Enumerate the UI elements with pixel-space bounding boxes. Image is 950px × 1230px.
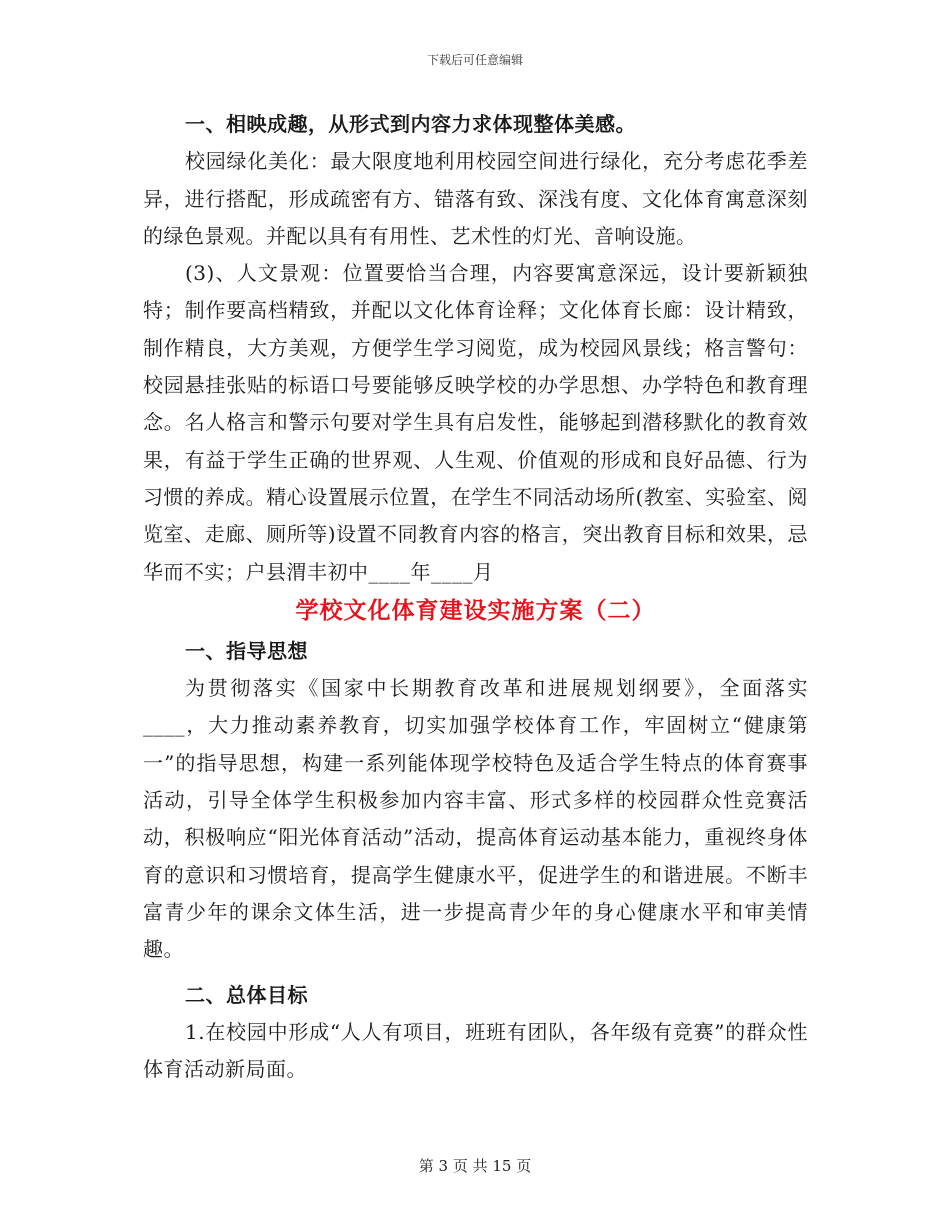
paragraph: 1.在校园中形成“人人有项目，班班有团队，各年级有竞赛”的群众性体育活动新局面。	[143, 1019, 808, 1082]
paragraph: (3)、人文景观：位置要恰当合理，内容要寓意深远，设计要新颖独特；制作要高档精致，并配以文化体育诠释；文化体育长廊：设计精致，制作精良，大方美观，方便学生学习阅览，成为校园风景线；格言警句：校园悬挂张贴的标语口号要能够反映学校的办学思想、办学特色和教育理念。名人格言和警示句要对学生具有启发性，能够起到潜移默化的教育效果，有益于学生正确的世界观、人生观、价值观的形成和良好品德、行为习惯的养成。精心设置展示位置，在学生不同活动场所(教室、实验室、阅览室、走廊、厕所等)设置不同教育内容的格言，突出教育目标和效果，忌华而不实；户县渭丰初中____年____月	[143, 261, 808, 584]
page-footer: 第 3 页 共 15 页	[418, 1157, 532, 1175]
page-header: 下载后可任意编辑	[426, 53, 523, 67]
section-heading: 一、相映成趣，从形式到内容力求体现整体美感。	[185, 112, 636, 136]
paragraph: 为贯彻落实《国家中长期教育改革和进展规划纲要》，全面落实____，大力推动素养教育，切实加强学校体育工作，牢固树立“健康第一”的指导思想，构建一系列能体现学校特色及适合学生特点的体育赛事活动，引导全体学生积极参加内容丰富、形式多样的校园群众性竞赛活动，积极响应“阳光体育活动”活动，提高体育运动基本能力，重视终身体育的意识和习惯培育，提高学生健康水平，促进学生的和谐进展。不断丰富青少年的课余文体生活，进一步提高青少年的身心健康水平和审美情趣。	[143, 676, 808, 962]
section-heading: 一、指导思想	[185, 638, 308, 663]
paragraph: 校园绿化美化：最大限度地利用校园空间进行绿化，充分考虑花季差异，进行搭配，形成疏密有方、错落有致、深浅有度、文化体育寓意深刻的绿色景观。并配以具有有用性、艺术性的灯光、音响设施。	[143, 149, 808, 248]
section-heading: 二、总体目标	[185, 982, 308, 1007]
document-body	[143, 106, 808, 1088]
document-title: 学校文化体育建设实施方案（二）	[295, 596, 656, 624]
